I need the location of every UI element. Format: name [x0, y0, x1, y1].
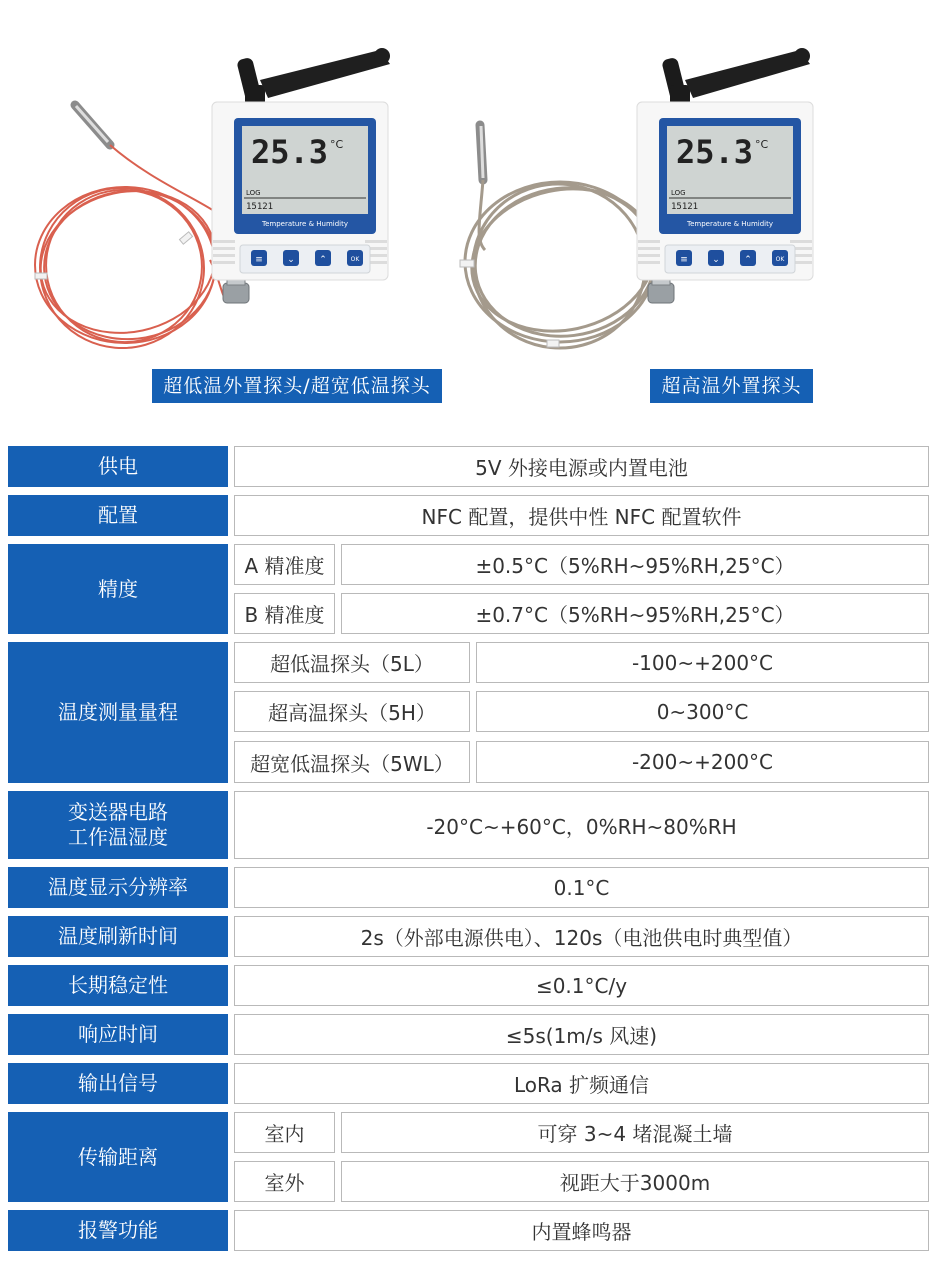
range-value-5l: -100~+200°C — [476, 642, 929, 683]
range-name-5l: 超低温探头（5L） — [234, 642, 470, 683]
lcd-counter: 15121 — [246, 202, 274, 212]
lcd-reading: 25.3 — [250, 133, 328, 171]
svg-text:⌃: ⌃ — [319, 255, 327, 265]
spec-value-response: ≤5s(1m/s 风速) — [234, 1014, 929, 1055]
spec-value-power: 5V 外接电源或内置电池 — [234, 446, 929, 487]
accuracy-value-a: ±0.5°C（5%RH~95%RH,25°C） — [341, 544, 929, 585]
spec-label-accuracy: 精度 — [8, 544, 228, 634]
spec-label-resolution: 温度显示分辨率 — [8, 867, 228, 908]
spec-value-refresh: 2s（外部电源供电）、120s（电池供电时典型值） — [234, 916, 929, 957]
spec-value-output: LoRa 扩频通信 — [234, 1063, 929, 1104]
distance-name-indoor: 室内 — [234, 1112, 335, 1153]
spec-label-response: 响应时间 — [8, 1014, 228, 1055]
caption-high-temp-probe: 超高温外置探头 — [650, 369, 813, 403]
spec-label-config: 配置 — [8, 495, 228, 536]
svg-text:⌃: ⌃ — [744, 255, 752, 265]
spec-label-distance: 传输距离 — [8, 1112, 228, 1202]
range-name-5h: 超高温探头（5H） — [234, 691, 470, 732]
distance-value-indoor: 可穿 3~4 堵混凝土墙 — [341, 1112, 929, 1153]
svg-text:OK: OK — [350, 256, 360, 263]
spec-value-alarm: 内置蜂鸣器 — [234, 1210, 929, 1251]
spec-label-power: 供电 — [8, 446, 228, 487]
accuracy-name-a: A 精准度 — [234, 544, 335, 585]
svg-text:OK: OK — [775, 256, 785, 263]
spec-table — [8, 0, 929, 1262]
range-name-5wl: 超宽低温探头（5WL） — [234, 741, 470, 783]
spec-label-stability: 长期稳定性 — [8, 965, 228, 1006]
operating-label-line1: 变送器电路 — [68, 800, 168, 824]
spec-label-alarm: 报警功能 — [8, 1210, 228, 1251]
lcd-counter: 15121 — [671, 202, 699, 212]
spec-value-resolution: 0.1°C — [234, 867, 929, 908]
svg-text:⌄: ⌄ — [287, 255, 295, 265]
range-value-5h: 0~300°C — [476, 691, 929, 732]
svg-text:⌄: ⌄ — [712, 255, 720, 265]
lcd-unit: °C — [330, 138, 344, 151]
lcd-log-label: LOG — [246, 189, 261, 197]
lcd-reading: 25.3 — [675, 133, 753, 171]
distance-name-outdoor: 室外 — [234, 1161, 335, 1202]
caption-low-temp-probe: 超低温外置探头/超宽低温探头 — [152, 369, 442, 403]
lcd-unit: °C — [755, 138, 769, 151]
operating-label-line2: 工作温湿度 — [68, 825, 168, 849]
svg-text:≡: ≡ — [255, 255, 263, 265]
lcd-footer: Temperature & Humidity — [262, 220, 348, 228]
spec-value-operating: -20°C~+60°C，0%RH~80%RH — [234, 791, 929, 859]
spec-label-range: 温度测量量程 — [8, 642, 228, 783]
range-value-5wl: -200~+200°C — [476, 741, 929, 783]
distance-value-outdoor: 视距大于3000m — [341, 1161, 929, 1202]
lcd-log-label: LOG — [671, 189, 686, 197]
svg-text:≡: ≡ — [680, 255, 688, 265]
spec-label-operating — [8, 791, 228, 859]
accuracy-value-b: ±0.7°C（5%RH~95%RH,25°C） — [341, 593, 929, 634]
spec-label-refresh: 温度刷新时间 — [8, 916, 228, 957]
spec-label-output: 输出信号 — [8, 1063, 228, 1104]
accuracy-name-b: B 精准度 — [234, 593, 335, 634]
lcd-footer: Temperature & Humidity — [687, 220, 773, 228]
spec-value-config: NFC 配置，提供中性 NFC 配置软件 — [234, 495, 929, 536]
spec-value-stability: ≤0.1°C/y — [234, 965, 929, 1006]
